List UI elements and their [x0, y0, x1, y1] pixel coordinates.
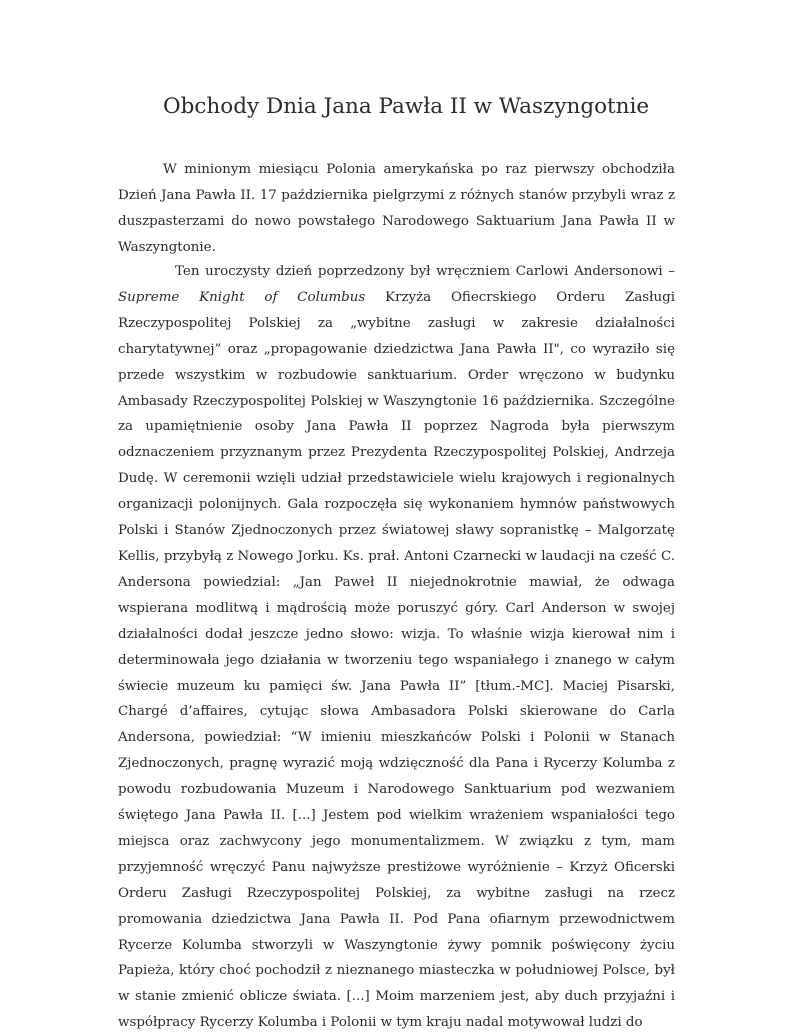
document-title: Obchody Dnia Jana Pawła II w Waszyngotnie — [163, 94, 650, 119]
paragraph-main — [118, 259, 675, 1036]
paragraph-main-body: Krzyża Ofiecrskiego Orderu Zasługi Rzeczypospolitej Polskiej za „wybitne zasługi w zakresie działalności charytatywnej” oraz „propagowanie dziedzictwa Jana Pawła II", co wyraziło się przede wszystkim w rozbudowie sanktuarium. Order wręczono w budynku Ambasady Rzeczypospolitej Polskiej w Waszyngtonie 16 października. Szczególne za upamiętnienie osoby Jana Pawła II poprzez Nagroda była pierwszym odznaczeniem przyznanym przez Prezydenta Rzeczypospolitej Polskiej, Andrzeja Dudę. W ceremonii wzięli udział przedstawiciele wielu krajowych i regionalnych organizacji polonijnych. Gala rozpoczęła się wykonaniem hymnów państwowych Polski i Stanów Zjednoczonych przez światowej sławy sopranistkę – Malgorzatę Kellis, przybyłą z Nowego Jorku. Ks. prał. Antoni Czarnecki w laudacji na cześć C. Andersona powiedzial: „Jan Paweł II niejednokrotnie mawiał, że odwaga wspierana modlitwą i mądrością może poruszyć góry. Carl Anderson w swojej działalności dodał jeszcze jedno słowo: wizja. To właśnie wizja kierował nim i determinowała jego działania w tworzeniu tego wspaniałego i znanego w całym świecie muzeum ku pamięci św. Jana Pawła II” [tłum.-MC]. Maciej Pisarski, Chargé d’affaires, cytując słowa Ambasadora Polski skierowane do Carla Andersona, powiedział: “W imieniu mieszkańców Polski i Polonii w Stanach Zjednoczonych, pragnę wyrazić moją wdzięczność dla Pana i Rycerzy Kolumba z powodu rozbudowania Muzeum i Narodowego Sanktuarium pod wezwaniem świętego Jana Pawła II. [...] Jestem pod wielkim wrażeniem wspaniałości tego miejsca oraz zachwycony jego monumentalizmem. W związku z tym, mam przyjemność wręczyć Panu najwyższe prestiżowe wyróżnienie – Krzyż Oficerski Orderu Zasługi Rzeczypospolitej Polskiej, za wybitne zasługi na rzecz promowania dziedzictwa Jana Pawła II. Pod Pana ofiarnym przewodnictwem Rycerze Kolumba stworzyli w Waszyngtonie żywy pomnik poświęcony życiu Papieża, który choć pochodził z nieznanego miasteczka w południowej Polsce, był w stanie zmienić oblicze świata. [...] Moim marzeniem jest, aby duch przyjaźni i współpracy Rycerzy Kolumba i Polonii w tym kraju nadal motywował ludzi do — [118, 289, 676, 1031]
paragraph-main-italic: Supreme Knight of Columbus — [118, 289, 366, 305]
paragraph-main-intro: Ten uroczysty dzień poprzedzony był wręczniem Carlowi Andersonowi – — [175, 264, 675, 279]
paragraph-intro: W minionym miesiącu Polonia amerykańska po raz pierwszy obchodziła Dzień Jana Pawła II. 17 października pielgrzymi z różnych stanów przybyli wraz z duszpasterzami do nowo powstałego Narodowego Saktuarium Jana Pawła II w Waszyngtonie. — [118, 162, 675, 255]
